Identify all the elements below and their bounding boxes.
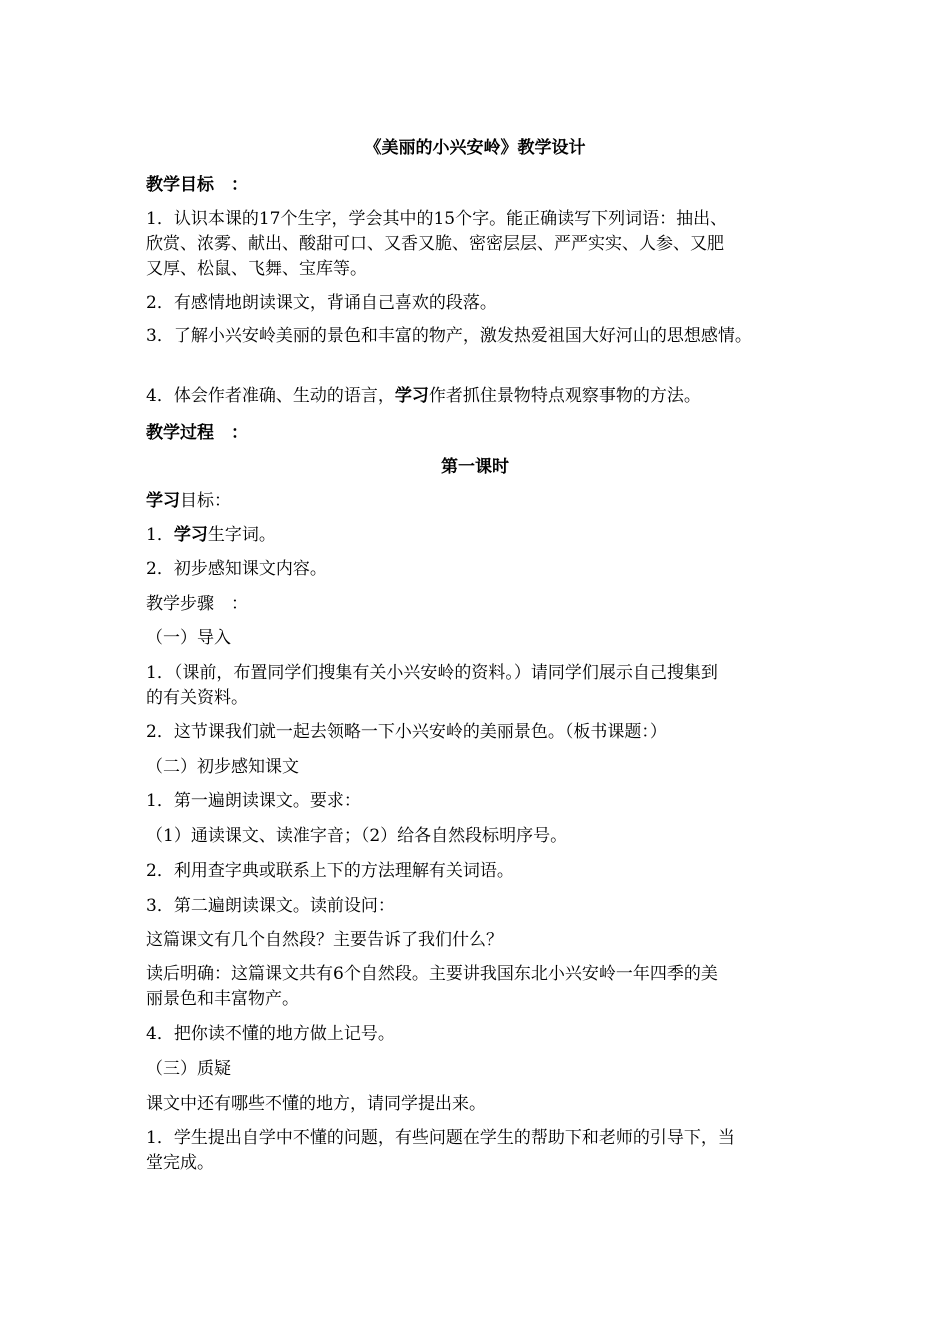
section-2-para-1: 1．第一遍朗读课文。要求： — [146, 791, 361, 811]
section-2-question: 这篇课文有几个自然段？主要告诉了我们什么？ — [146, 930, 503, 950]
study-item-2: 2．初步感知课文内容。 — [146, 559, 327, 579]
study-item-1-pre: 1． — [146, 525, 174, 545]
goals-heading: 教学目标 ： — [146, 175, 248, 195]
study-goals-heading — [146, 488, 231, 514]
section-3-para-1-line-1: 1．学生提出自学中不懂的问题，有些问题在学生的帮助下和老师的引导下，当 — [146, 1128, 735, 1148]
goal-4-bold: 学习 — [394, 386, 429, 406]
study-goals-rest: 目标： — [180, 491, 231, 511]
section-1-para-1-line-2: 的有关资料。 — [146, 688, 248, 708]
section-2-answer-line-2: 丽景色和丰富物产。 — [146, 989, 299, 1009]
goal-1-line-2: 欣赏、浓雾、献出、酸甜可口、又香又脆、密密层层、严严实实、人参、又肥 — [146, 234, 724, 254]
section-3-heading: （三）质疑 — [146, 1059, 231, 1079]
goal-2: 2．有感情地朗读课文，背诵自己喜欢的段落。 — [146, 293, 497, 313]
goal-4 — [146, 383, 701, 409]
goal-1-line-3: 又厚、松鼠、飞舞、宝库等。 — [146, 259, 367, 279]
section-2-para-3: 3．第二遍朗读课文。读前设问： — [146, 896, 395, 916]
goal-3: 3．了解小兴安岭美丽的景色和丰富的物产，激发热爱祖国大好河山的思想感情。 — [146, 326, 752, 346]
section-1-para-2: 2．这节课我们就一起去领略一下小兴安岭的美丽景色。（板书课题：） — [146, 722, 667, 742]
goal-4-post: 作者抓住景物特点观察事物的方法。 — [428, 386, 701, 406]
study-item-1-bold: 学习 — [173, 525, 208, 545]
study-item-1 — [146, 522, 276, 548]
section-1-para-1-line-1: 1．（课前，布置同学们搜集有关小兴安岭的资料。）请同学们展示自己搜集到 — [146, 663, 718, 683]
section-2-answer-line-1: 读后明确：这篇课文共有6个自然段。主要讲我国东北小兴安岭一年四季的美 — [146, 964, 718, 984]
study-goals-bold: 学习 — [146, 491, 180, 511]
section-1-heading: （一）导入 — [146, 628, 231, 648]
steps-heading: 教学步骤 ： — [146, 594, 248, 614]
process-heading: 教学过程 ： — [146, 423, 248, 443]
section-2-para-1-sub: （1）通读课文、读准字音；（2）给各自然段标明序号。 — [146, 826, 568, 846]
lesson-title: 第一课时 — [441, 457, 509, 477]
section-2-para-4: 4．把你读不懂的地方做上记号。 — [146, 1024, 395, 1044]
goal-4-pre: 4．体会作者准确、生动的语言， — [146, 386, 395, 406]
section-3-para-1-line-2: 堂完成。 — [146, 1153, 214, 1173]
document-title: 《美丽的小兴安岭》教学设计 — [364, 138, 586, 158]
study-item-1-post: 生字词。 — [207, 525, 276, 545]
section-3-intro: 课文中还有哪些不懂的地方，请同学提出来。 — [146, 1094, 486, 1114]
section-2-heading: （二）初步感知课文 — [146, 757, 299, 777]
section-2-para-2: 2．利用查字典或联系上下的方法理解有关词语。 — [146, 861, 514, 881]
goal-1-line-1: 1．认识本课的17个生字，学会其中的15个字。能正确读写下列词语：抽出、 — [146, 209, 728, 229]
